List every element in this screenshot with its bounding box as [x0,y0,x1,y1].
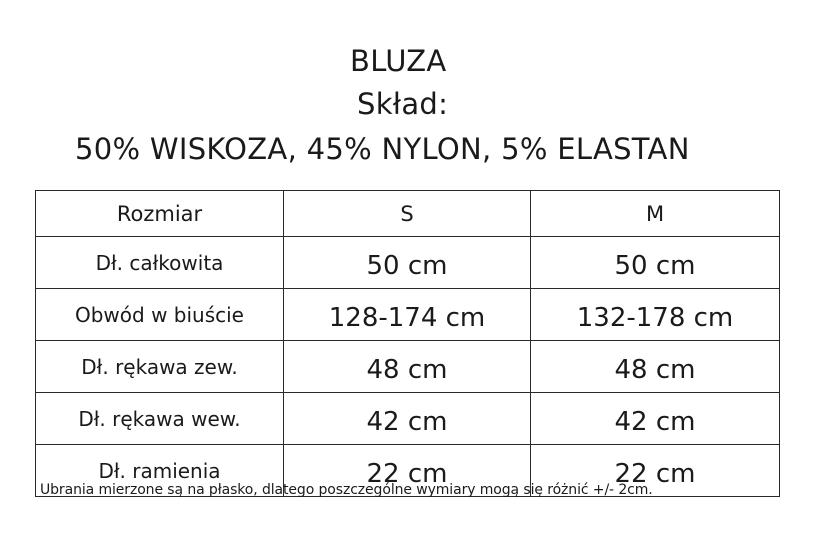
measurement-note: Ubrania mierzone są na płasko, dlatego poszczególne wymiary mogą się różnić +/- 2cm. [40,482,653,498]
table-row [36,237,780,289]
value-m: 48 cm [531,341,780,393]
composition-heading: Skład: [357,87,449,121]
row-label: Dł. całkowita [36,237,284,289]
size-table [35,190,780,497]
row-label: Dł. ramienia [36,445,284,497]
value-s: 128-174 cm [284,289,531,341]
value-m: 22 cm [531,445,780,497]
value-s: 42 cm [284,393,531,445]
table-header-row [36,191,780,237]
header-cell-m: M [531,191,780,237]
value-s: 48 cm [284,341,531,393]
row-label: Dł. rękawa zew. [36,341,284,393]
value-s: 22 cm [284,445,531,497]
table-row [36,393,780,445]
table-row [36,341,780,393]
value-s: 50 cm [284,237,531,289]
row-label: Dł. rękawa wew. [36,393,284,445]
value-m: 50 cm [531,237,780,289]
value-m: 42 cm [531,393,780,445]
row-label: Obwód w biuście [36,289,284,341]
table-row [36,289,780,341]
product-title: BLUZA [350,44,447,78]
value-m: 132-178 cm [531,289,780,341]
header-cell-s: S [284,191,531,237]
composition-text: 50% WISKOZA, 45% NYLON, 5% ELASTAN [75,132,690,166]
header-cell-size: Rozmiar [36,191,284,237]
